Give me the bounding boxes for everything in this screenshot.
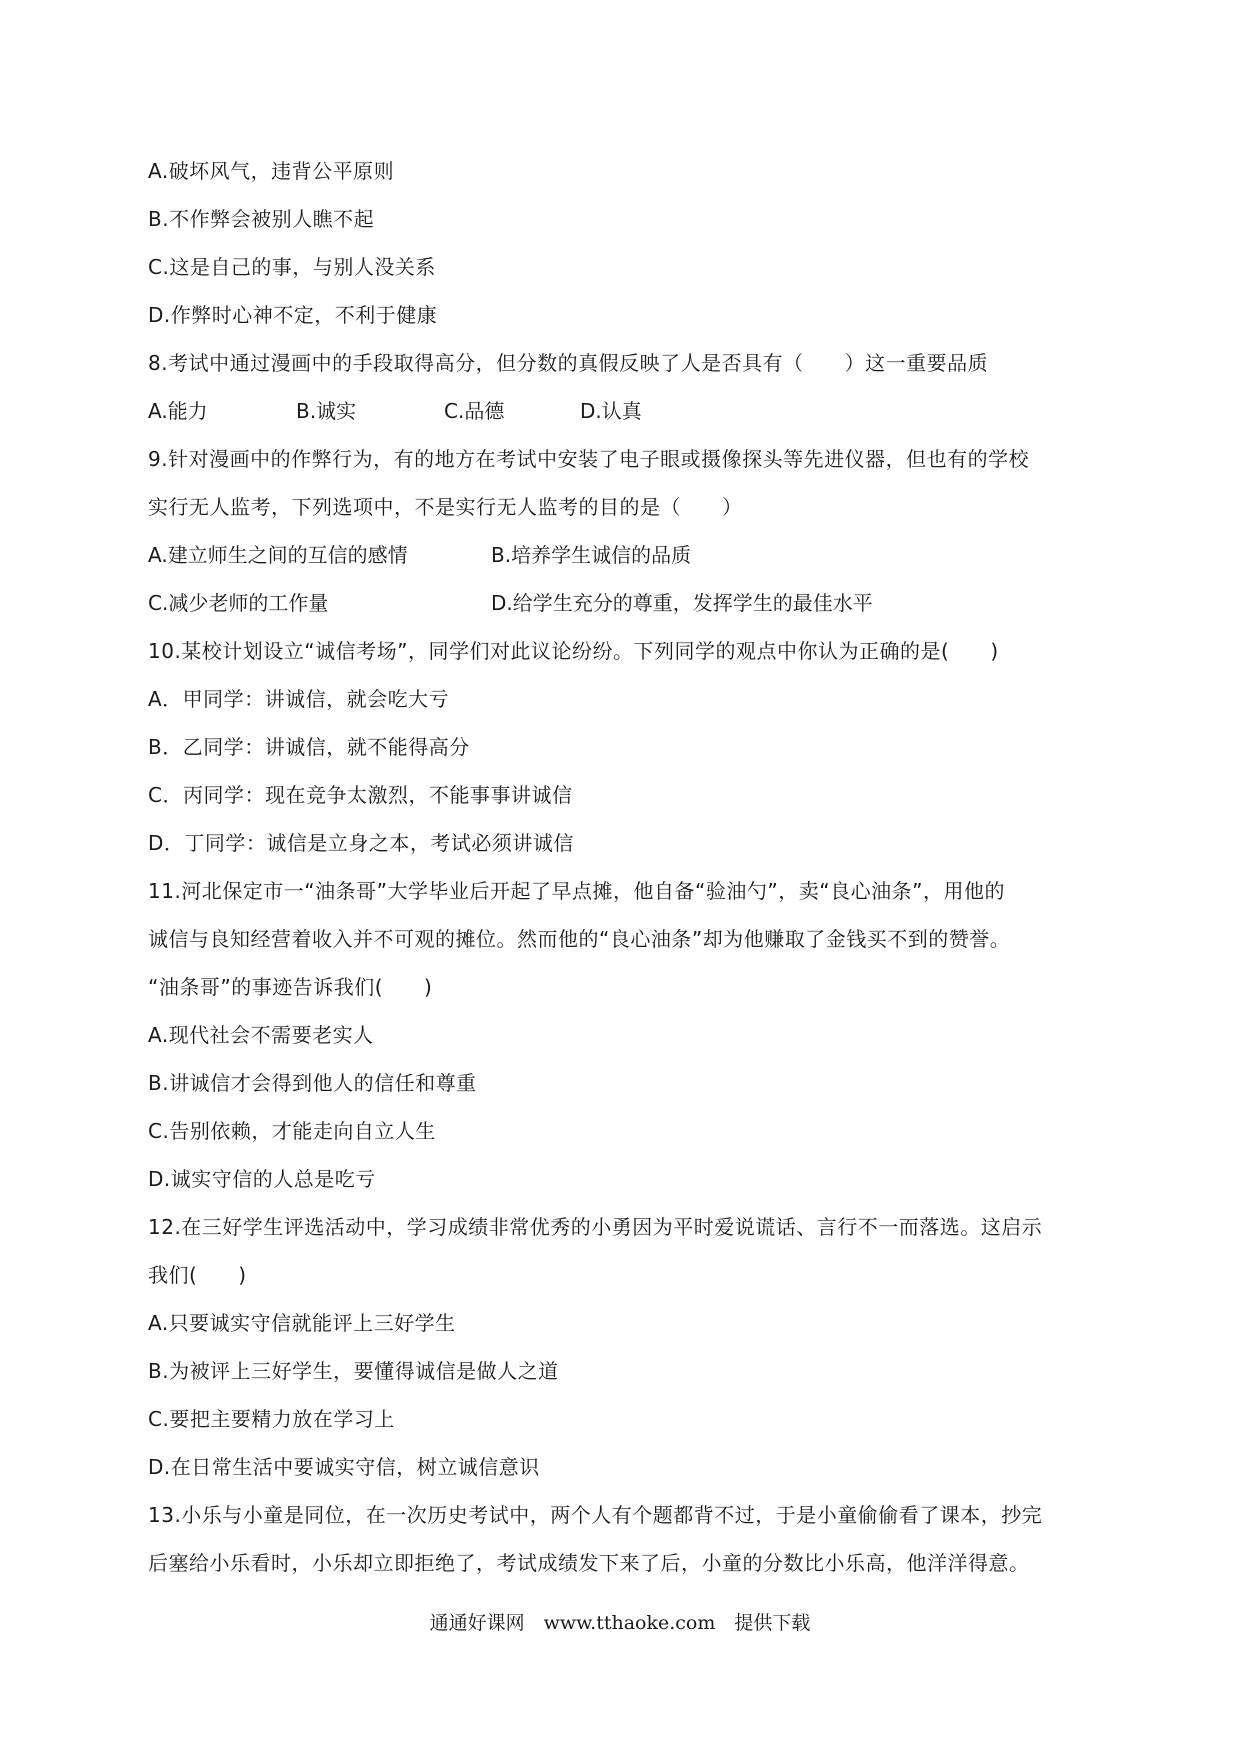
q13-stem-line-1: 13.小乐与小童是同位，在一次历史考试中，两个人有个题都背不过，于是小童偷偷看了课本，抄完 (148, 1503, 1043, 1527)
q8-option-c: C.品德 (444, 399, 505, 423)
q12-stem-line-2: 我们( ) (148, 1263, 247, 1287)
q9-options-row-2 (148, 590, 1108, 616)
q9-stem-line-1: 9.针对漫画中的作弊行为，有的地方在考试中安装了电子眼或摄像探头等先进仪器，但也有的学校 (148, 447, 1030, 471)
q10-option-b: B．乙同学：讲诚信，就不能得高分 (148, 735, 470, 759)
q9-option-b: B.培养学生诚信的品质 (491, 543, 692, 567)
q10-option-d: D．丁同学：诚信是立身之本，考试必须讲诚信 (148, 831, 574, 855)
q13-stem-line-2: 后塞给小乐看时，小乐却立即拒绝了，考试成绩发下来了后，小童的分数比小乐高，他洋洋得意。 (148, 1551, 1030, 1575)
q10-stem: 10.某校计划设立“诚信考场”，同学们对此议论纷纷。下列同学的观点中你认为正确的是( ) (148, 639, 999, 663)
q7-option-d: D.作弊时心神不定，不利于健康 (148, 303, 438, 327)
q8-option-d: D.认真 (580, 399, 642, 423)
q8-option-a: A.能力 (148, 399, 208, 423)
q8-option-b: B.诚实 (296, 399, 357, 423)
q11-stem-line-3: “油条哥”的事迹告诉我们( ) (148, 975, 433, 999)
q12-stem-line-1: 12.在三好学生评选活动中，学习成绩非常优秀的小勇因为平时爱说谎话、言行不一而落选。这启示 (148, 1215, 1043, 1239)
q9-option-d: D.给学生充分的尊重，发挥学生的最佳水平 (491, 591, 873, 615)
q9-option-a: A.建立师生之间的互信的感情 (148, 543, 408, 567)
q11-option-c: C.告别依赖，才能走向自立人生 (148, 1119, 436, 1143)
q7-option-c: C.这是自己的事，与别人没关系 (148, 255, 436, 279)
q11-option-b: B.讲诚信才会得到他人的信任和尊重 (148, 1071, 477, 1095)
q8-options-row (148, 398, 1108, 424)
q9-options-row-1 (148, 542, 1108, 568)
q9-option-c: C.减少老师的工作量 (148, 591, 329, 615)
q12-option-b: B.为被评上三好学生，要懂得诚信是做人之道 (148, 1359, 559, 1383)
q11-option-d: D.诚实守信的人总是吃亏 (148, 1167, 376, 1191)
q12-option-a: A.只要诚实守信就能评上三好学生 (148, 1311, 456, 1335)
q9-stem-line-2: 实行无人监考，下列选项中，不是实行无人监考的目的是（ ） (148, 495, 743, 519)
q7-option-a: A.破坏风气，违背公平原则 (148, 159, 395, 183)
q12-option-d: D.在日常生活中要诚实守信，树立诚信意识 (148, 1455, 540, 1479)
q10-option-a: A．甲同学：讲诚信，就会吃大亏 (148, 687, 450, 711)
q8-stem: 8.考试中通过漫画中的手段取得高分，但分数的真假反映了人是否具有（ ）这一重要品质 (148, 351, 989, 375)
q10-option-c: C．丙同学：现在竞争太激烈，不能事事讲诚信 (148, 783, 573, 807)
page-footer: 通通好课网 www.tthaoke.com 提供下载 (429, 1612, 811, 1634)
q12-option-c: C.要把主要精力放在学习上 (148, 1407, 395, 1431)
q11-stem-line-2: 诚信与良知经营着收入并不可观的摊位。然而他的“良心油条”却为他赚取了金钱买不到的赞誉。 (148, 927, 1011, 951)
q11-option-a: A.现代社会不需要老实人 (148, 1023, 374, 1047)
q7-option-b: B.不作弊会被别人瞧不起 (148, 207, 375, 231)
q11-stem-line-1: 11.河北保定市一“油条哥”大学毕业后开起了早点摊，他自备“验油勺”，卖“良心油条”，用他的 (148, 879, 1005, 903)
